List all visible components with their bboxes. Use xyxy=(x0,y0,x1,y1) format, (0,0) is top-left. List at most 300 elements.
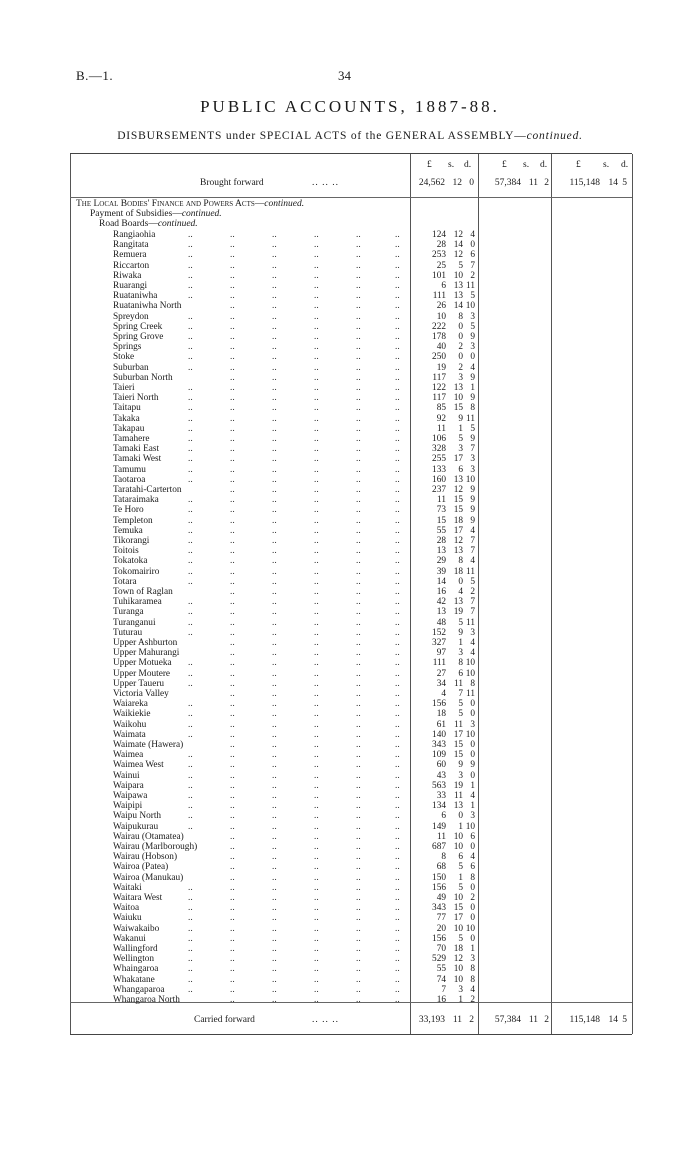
amount-pence: 10 xyxy=(465,301,475,312)
amount-pounds: 28 xyxy=(436,536,446,546)
road-board-name: Ruataniwha xyxy=(113,291,158,302)
amount-pounds: 6 xyxy=(441,811,446,822)
amount-shillings: 12 xyxy=(453,250,463,261)
amount-pounds: 39 xyxy=(436,566,446,577)
amount-shillings: 1 xyxy=(458,821,463,832)
amount-pounds: 124 xyxy=(432,230,446,240)
amount-shillings: 12 xyxy=(453,536,463,546)
amount-pence: 2 xyxy=(544,178,549,188)
amount-shillings: 15 xyxy=(453,403,463,414)
act-heading-continued: continued. xyxy=(264,199,305,209)
amount-pounds: 328 xyxy=(432,444,446,455)
road-board-name: Waimea West xyxy=(113,760,164,771)
table-row: Waipara .. .. .. .. .. .. 563 19 1 xyxy=(113,780,475,791)
amount-pounds: 115,148 xyxy=(569,178,600,188)
amount-shillings: 17 xyxy=(453,729,463,740)
amount-pence: 1 xyxy=(470,801,475,812)
amount-shillings: 13 xyxy=(453,281,463,291)
amount-pounds: 33,193 xyxy=(418,1015,445,1025)
amount-pounds: 18 xyxy=(436,709,446,720)
road-board-name: Taieri North xyxy=(113,393,159,404)
table-row: Wairau (Marlborough) .. .. .. .. .. 687 10 0 xyxy=(113,842,475,852)
amount-shillings: 19 xyxy=(453,780,463,791)
road-board-name: Waitaki xyxy=(113,882,142,893)
table-row: Waitaki .. .. .. .. .. .. 156 5 0 xyxy=(113,882,475,893)
road-board-name: Wairoa (Patea) xyxy=(113,862,169,873)
table-row: Waiareka .. .. .. .. .. .. 156 5 0 xyxy=(113,699,475,710)
table-row: Upper Moutere .. .. .. .. .. .. 27 6 10 xyxy=(113,668,475,679)
amount-shillings: 15 xyxy=(453,903,463,914)
amount-pounds: 253 xyxy=(432,250,446,261)
amount-shillings: 6 xyxy=(458,852,463,863)
amount-pence: 8 xyxy=(470,872,475,883)
road-board-name: Tamahere xyxy=(113,434,150,444)
pence-header: d. xyxy=(540,160,548,170)
table-row: Wellington .. .. .. .. .. .. 529 12 3 xyxy=(113,954,475,965)
amount-pence: 9 xyxy=(470,332,475,342)
amount-shillings: 19 xyxy=(453,607,463,618)
subtitle-main: DISBURSEMENTS under SPECIAL ACTS of the GENERAL ASSEMBLY— xyxy=(117,130,527,142)
brought-forward-dots: .. .. .. xyxy=(312,178,339,188)
amount-shillings: 4 xyxy=(458,587,463,597)
amount-pence: 6 xyxy=(470,250,475,261)
amount-pounds: 563 xyxy=(432,780,446,791)
amount-pence: 2 xyxy=(470,893,475,903)
table-row: Ruataniwha .. .. .. .. .. .. 111 13 5 xyxy=(113,291,475,302)
subtitle-continued: continued. xyxy=(526,130,583,142)
table-row: Rangiaohia .. .. .. .. .. .. 124 12 4 xyxy=(113,230,475,240)
road-board-name: Taratahi-Carterton xyxy=(113,485,182,495)
table-row: Upper Motueka .. .. .. .. .. .. 111 8 10 xyxy=(113,658,475,669)
pence-header: d. xyxy=(464,160,472,170)
amount-pounds: 152 xyxy=(432,627,446,638)
amount-pence: 2 xyxy=(470,587,475,597)
amount-pounds: 140 xyxy=(432,729,446,740)
amount-pounds: 77 xyxy=(436,913,446,924)
amount-shillings: 12 xyxy=(453,230,463,240)
table-row: Toitois .. .. .. .. .. .. 13 13 7 xyxy=(113,546,475,557)
table-row: Waimea .. .. .. .. .. .. 109 15 0 xyxy=(113,750,475,761)
table-row: Tokomairiro .. .. .. .. .. .. 39 18 11 xyxy=(113,566,475,577)
road-board-name: Waikiekie xyxy=(113,709,151,720)
amount-pounds: 343 xyxy=(432,740,446,750)
table-row: Wakanui .. .. .. .. .. .. 156 5 0 xyxy=(113,933,475,944)
disbursements-table xyxy=(70,153,632,1035)
road-board-name: Waikohu xyxy=(113,719,147,730)
road-board-name: Waimate (Hawera) xyxy=(113,740,184,750)
carried-forward-col1 xyxy=(410,1015,478,1026)
amount-pence: 8 xyxy=(470,403,475,414)
amount-pence: 3 xyxy=(470,811,475,822)
road-board-name: Tokomairiro xyxy=(113,566,160,577)
table-row: Waipukurau .. .. .. .. .. .. 149 1 10 xyxy=(113,821,475,832)
road-board-name: Tuturau xyxy=(113,627,143,638)
road-board-name: Toitois xyxy=(113,546,139,557)
amount-pence: 3 xyxy=(470,719,475,730)
amount-pounds: 16 xyxy=(436,587,446,597)
amount-pence: 3 xyxy=(470,954,475,965)
amount-pounds: 55 xyxy=(436,525,446,536)
amount-pounds: 106 xyxy=(432,434,446,444)
amount-pounds: 4 xyxy=(441,689,446,699)
carried-forward-col3 xyxy=(551,1015,632,1026)
page-number: 34 xyxy=(338,68,351,83)
amount-shillings: 11 xyxy=(454,791,463,801)
page-subtitle xyxy=(0,130,700,142)
amount-pence: 5 xyxy=(470,423,475,434)
table-row: Taratahi-Carterton .. .. .. .. .. 237 12 9 xyxy=(113,485,475,495)
table-row: Tamaki West .. .. .. .. .. .. 255 17 3 xyxy=(113,454,475,465)
table-row: Tuturau .. .. .. .. .. .. 152 9 3 xyxy=(113,627,475,638)
amount-shillings: 5 xyxy=(458,882,463,893)
road-board-name: Springs xyxy=(113,342,142,353)
amount-pence: 5 xyxy=(470,576,475,587)
amount-pounds: 20 xyxy=(436,923,446,934)
road-board-name: Spring Grove xyxy=(113,332,164,342)
road-board-name: Tataraimaka xyxy=(113,495,159,506)
amount-shillings: 9 xyxy=(458,760,463,771)
amount-pence: 7 xyxy=(470,444,475,455)
amount-shillings: 15 xyxy=(453,750,463,761)
amount-shillings: 15 xyxy=(453,495,463,506)
amount-pence: 0 xyxy=(470,882,475,893)
brought-forward-col2 xyxy=(478,178,551,189)
amount-pence: 11 xyxy=(466,566,475,577)
amount-pounds: 160 xyxy=(432,474,446,485)
amount-pounds: 29 xyxy=(436,556,446,567)
amount-shillings: 14 xyxy=(608,1015,618,1025)
table-row: Taitapu .. .. .. .. .. .. 85 15 8 xyxy=(113,403,475,414)
amount-pence: 8 xyxy=(470,964,475,975)
amount-pence: 7 xyxy=(470,260,475,271)
table-row: Wairau (Otamatea) .. .. .. .. .. 11 10 6 xyxy=(113,831,475,842)
amount-pounds: 117 xyxy=(432,372,446,383)
amount-shillings: 3 xyxy=(458,770,463,781)
road-board-name: Tuhikaramea xyxy=(113,597,162,608)
road-board-name: Whakatane xyxy=(113,974,155,985)
amount-shillings: 2 xyxy=(458,342,463,353)
amount-shillings: 3 xyxy=(458,648,463,659)
table-row: Suburban .. .. .. .. .. .. 19 2 4 xyxy=(113,362,475,373)
amount-pence: 2 xyxy=(470,270,475,281)
amount-shillings: 11 xyxy=(528,178,538,188)
amount-shillings: 8 xyxy=(458,311,463,322)
table-row: Te Horo .. .. .. .. .. .. 73 15 9 xyxy=(113,505,475,516)
subsidies-heading xyxy=(90,209,222,219)
amount-pounds: 40 xyxy=(436,342,446,353)
amount-pounds: 97 xyxy=(436,648,446,659)
amount-shillings: 5 xyxy=(458,260,463,271)
pounds-header: £ xyxy=(502,160,507,170)
road-board-name: Taotaroa xyxy=(113,474,146,485)
amount-shillings: 17 xyxy=(453,525,463,536)
table-row: Tamumu .. .. .. .. .. .. 133 6 3 xyxy=(113,464,475,475)
amount-shillings: 12 xyxy=(453,954,463,965)
amount-pence: 3 xyxy=(470,342,475,353)
amount-shillings: 9 xyxy=(458,413,463,424)
amount-pounds: 7 xyxy=(441,984,446,995)
amount-shillings: 0 xyxy=(458,321,463,332)
road-boards-heading-main: Road Boards— xyxy=(99,219,158,229)
amount-pence: 10 xyxy=(465,923,475,934)
road-board-name: Whangaroa North xyxy=(113,995,180,1005)
amount-pence: 0 xyxy=(470,933,475,944)
amount-shillings: 7 xyxy=(458,689,463,699)
road-board-name: Takaka xyxy=(113,413,140,424)
amount-pence: 0 xyxy=(470,740,475,750)
amount-pence: 7 xyxy=(470,607,475,618)
road-board-name: Waiareka xyxy=(113,699,148,710)
road-board-name: Te Horo xyxy=(113,505,144,516)
table-row: Tamaki East .. .. .. .. .. .. 328 3 7 xyxy=(113,444,475,455)
table-row: Wairoa (Manukau) .. .. .. .. .. 150 1 8 xyxy=(113,872,475,883)
table-row: Tuhikaramea .. .. .. .. .. .. 42 13 7 xyxy=(113,597,475,608)
subsidies-heading-continued: continued. xyxy=(181,209,222,219)
amount-shillings: 15 xyxy=(453,740,463,750)
amount-pence: 3 xyxy=(470,311,475,322)
amount-shillings: 17 xyxy=(453,913,463,924)
table-row: Wairoa (Patea) .. .. .. .. .. 68 5 6 xyxy=(113,862,475,873)
amount-pence: 10 xyxy=(465,668,475,679)
amount-pounds: 6 xyxy=(441,281,446,291)
table-row: Takaka .. .. .. .. .. .. 92 9 11 xyxy=(113,413,475,424)
table-row: Riccarton .. .. .. .. .. .. 25 5 7 xyxy=(113,260,475,271)
table-row: Victoria Valley .. .. .. .. .. 4 7 11 xyxy=(113,689,475,699)
amount-pounds: 27 xyxy=(436,668,446,679)
table-row: Taieri .. .. .. .. .. .. 122 13 1 xyxy=(113,383,475,393)
road-board-name: Taitapu xyxy=(113,403,141,414)
amount-pounds: 134 xyxy=(432,801,446,812)
table-row: Tamahere .. .. .. .. .. .. 106 5 9 xyxy=(113,434,475,444)
amount-shillings: 18 xyxy=(453,944,463,954)
table-row: Waipipi .. .. .. .. .. .. 134 13 1 xyxy=(113,801,475,812)
amount-pence: 3 xyxy=(470,464,475,475)
brought-forward-label: Brought forward xyxy=(200,178,264,188)
amount-pounds: 156 xyxy=(432,699,446,710)
amount-pence: 10 xyxy=(465,821,475,832)
amount-shillings: 5 xyxy=(458,617,463,628)
road-board-name: Suburban xyxy=(113,362,149,373)
amount-pence: 6 xyxy=(470,862,475,873)
amount-shillings: 13 xyxy=(453,597,463,608)
amount-shillings: 1 xyxy=(458,995,463,1005)
road-board-name: Stoke xyxy=(113,352,135,363)
amount-shillings: 10 xyxy=(453,974,463,985)
amount-shillings: 10 xyxy=(453,923,463,934)
table-row: Upper Taueru .. .. .. .. .. .. 34 11 8 xyxy=(113,678,475,689)
amount-pounds: 111 xyxy=(432,658,446,669)
amount-pence: 8 xyxy=(470,974,475,985)
amount-pounds: 109 xyxy=(432,750,446,761)
table-row: Suburban North .. .. .. .. .. 117 3 9 xyxy=(113,372,475,383)
amount-shillings: 17 xyxy=(453,454,463,465)
brought-forward-rule xyxy=(70,197,632,198)
road-board-name: Wairoa (Manukau) xyxy=(113,872,184,883)
table-row: Stoke .. .. .. .. .. .. 250 0 0 xyxy=(113,352,475,363)
table-row: Remuera .. .. .. .. .. .. 253 12 6 xyxy=(113,250,475,261)
road-board-name: Tamaki West xyxy=(113,454,162,465)
amount-shillings: 2 xyxy=(458,362,463,373)
amount-shillings: 6 xyxy=(458,464,463,475)
amount-pounds: 43 xyxy=(436,770,446,781)
amount-pence: 4 xyxy=(470,230,475,240)
amount-pence: 7 xyxy=(470,536,475,546)
amount-shillings: 3 xyxy=(458,372,463,383)
amount-shillings: 13 xyxy=(453,474,463,485)
amount-pounds: 85 xyxy=(436,403,446,414)
road-board-name: Tokatoka xyxy=(113,556,148,567)
amount-pence: 11 xyxy=(466,617,475,628)
road-board-name: Waipu North xyxy=(113,811,162,822)
amount-shillings: 0 xyxy=(458,332,463,342)
road-board-name: Waiwakaibo xyxy=(113,923,160,934)
amount-shillings: 5 xyxy=(458,434,463,444)
amount-pounds: 57,384 xyxy=(494,1015,521,1025)
table-row: Spring Grove .. .. .. .. .. .. 178 0 9 xyxy=(113,332,475,342)
table-row: Springs .. .. .. .. .. .. 40 2 3 xyxy=(113,342,475,353)
table-row: Waitara West .. .. .. .. .. .. 49 10 2 xyxy=(113,893,475,903)
table-row: Upper Ashburton .. .. .. .. .. 327 1 4 xyxy=(113,638,475,648)
amount-pounds: 60 xyxy=(436,760,446,771)
road-board-name: Waitara West xyxy=(113,893,163,903)
brought-forward-col1 xyxy=(410,178,478,189)
amount-pounds: 57,384 xyxy=(494,178,521,188)
amount-pence: 5 xyxy=(622,1015,627,1025)
amount-pounds: 14 xyxy=(436,576,446,587)
amount-pounds: 237 xyxy=(432,485,446,495)
amount-shillings: 1 xyxy=(458,638,463,648)
amount-pounds: 11 xyxy=(437,831,446,842)
amount-pounds: 24,562 xyxy=(418,178,445,188)
amount-shillings: 10 xyxy=(453,393,463,404)
table-row: Waimate (Hawera) .. .. .. .. .. 343 15 0 xyxy=(113,740,475,750)
table-row: Waiwakaibo .. .. .. .. .. .. 20 10 10 xyxy=(113,923,475,934)
table-row: Turanganui .. .. .. .. .. .. 48 5 11 xyxy=(113,617,475,628)
amount-pounds: 92 xyxy=(436,413,446,424)
amount-shillings: 11 xyxy=(454,719,463,730)
road-board-name: Wallingford xyxy=(113,944,158,954)
page-title: PUBLIC ACCOUNTS, 1887-88. xyxy=(200,97,500,116)
amount-pence: 2 xyxy=(469,1015,474,1025)
amount-pounds: 34 xyxy=(436,678,446,689)
amount-pounds: 156 xyxy=(432,882,446,893)
amount-pounds: 73 xyxy=(436,505,446,516)
road-board-name: Tamaki East xyxy=(113,444,160,455)
amount-shillings: 10 xyxy=(453,831,463,842)
amount-shillings: 5 xyxy=(458,709,463,720)
table-row: Wallingford .. .. .. .. .. .. 70 18 1 xyxy=(113,944,475,954)
amount-pence: 4 xyxy=(470,984,475,995)
road-board-name: Wainui xyxy=(113,770,140,781)
amount-pence: 0 xyxy=(469,178,474,188)
amount-pounds: 74 xyxy=(436,974,446,985)
shillings-header: s. xyxy=(523,160,530,170)
amount-pence: 2 xyxy=(470,995,475,1005)
amount-pounds: 156 xyxy=(432,933,446,944)
amount-pounds: 343 xyxy=(432,903,446,914)
amount-pence: 9 xyxy=(470,515,475,526)
table-row: Whangaparoa .. .. .. .. .. .. 7 3 4 xyxy=(113,984,475,995)
amount-shillings: 15 xyxy=(453,505,463,516)
road-board-name: Riccarton xyxy=(113,260,150,271)
amount-shillings: 5 xyxy=(458,862,463,873)
road-board-name: Turanganui xyxy=(113,617,156,628)
road-board-name: Waipara xyxy=(113,780,144,791)
road-board-name: Upper Motueka xyxy=(113,658,172,669)
amount-pounds: 178 xyxy=(432,332,446,342)
amount-pounds: 8 xyxy=(441,852,446,863)
road-board-name: Wellington xyxy=(113,954,155,965)
road-board-name: Waipipi xyxy=(113,801,143,812)
amount-pounds: 49 xyxy=(436,893,446,903)
shillings-header: s. xyxy=(448,160,455,170)
amount-pounds: 68 xyxy=(436,862,446,873)
amount-pence: 1 xyxy=(470,383,475,393)
table-row: Temuka .. .. .. .. .. .. 55 17 4 xyxy=(113,525,475,536)
amount-pounds: 13 xyxy=(436,546,446,557)
amount-pence: 7 xyxy=(470,546,475,557)
table-row: Waipawa .. .. .. .. .. .. 33 11 4 xyxy=(113,791,475,801)
amount-pence: 1 xyxy=(470,780,475,791)
amount-pounds: 55 xyxy=(436,964,446,975)
table-row: Wainui .. .. .. .. .. .. 43 3 0 xyxy=(113,770,475,781)
table-row: Riwaka .. .. .. .. .. .. 101 10 2 xyxy=(113,270,475,281)
amount-pence: 4 xyxy=(470,638,475,648)
road-board-name: Waiuku xyxy=(113,913,142,924)
table-border-right xyxy=(632,154,633,1034)
table-row: Ruataniwha North .. .. .. .. .. 26 14 10 xyxy=(113,301,475,312)
road-board-name: Spring Creek xyxy=(113,321,163,332)
table-row: Turanga .. .. .. .. .. .. 13 19 7 xyxy=(113,607,475,618)
table-row: Spreydon .. .. .. .. .. .. 10 8 3 xyxy=(113,311,475,322)
road-board-name: Wairau (Marlborough) xyxy=(113,842,198,852)
table-row: Waitoa .. .. .. .. .. .. 343 15 0 xyxy=(113,903,475,914)
amount-pounds: 122 xyxy=(432,383,446,393)
amount-pence: 9 xyxy=(470,434,475,444)
table-row: Tikorangi .. .. .. .. .. .. 28 12 7 xyxy=(113,536,475,546)
table-row: Taotaroa .. .. .. .. .. .. 160 13 10 xyxy=(113,474,475,485)
road-board-name: Temuka xyxy=(113,525,143,536)
table-row: Waimea West .. .. .. .. .. .. 60 9 9 xyxy=(113,760,475,771)
amount-pence: 0 xyxy=(470,903,475,914)
amount-pence: 0 xyxy=(470,750,475,761)
road-board-name: Wairau (Hobson) xyxy=(113,852,178,863)
amount-pence: 5 xyxy=(470,321,475,332)
amount-pence: 0 xyxy=(470,709,475,720)
amount-shillings: 11 xyxy=(528,1015,538,1025)
road-board-name: Upper Ashburton xyxy=(113,638,178,648)
amount-pence: 0 xyxy=(470,770,475,781)
road-board-name: Totara xyxy=(113,576,137,587)
amount-pounds: 687 xyxy=(432,842,446,852)
amount-shillings: 3 xyxy=(458,984,463,995)
table-row: Tataraimaka .. .. .. .. .. .. 11 15 9 xyxy=(113,495,475,506)
amount-pence: 1 xyxy=(470,944,475,954)
amount-shillings: 10 xyxy=(453,893,463,903)
amount-shillings: 12 xyxy=(452,178,462,188)
amount-pounds: 250 xyxy=(432,352,446,363)
amount-pence: 5 xyxy=(622,178,627,188)
amount-pounds: 26 xyxy=(436,301,446,312)
road-board-name: Wairau (Otamatea) xyxy=(113,831,184,842)
amount-pence: 11 xyxy=(466,689,475,699)
amount-pence: 4 xyxy=(470,648,475,659)
amount-shillings: 0 xyxy=(458,811,463,822)
amount-pence: 4 xyxy=(470,362,475,373)
pence-header: d. xyxy=(621,160,629,170)
road-board-name: Tikorangi xyxy=(113,536,150,546)
amount-pence: 4 xyxy=(470,556,475,567)
